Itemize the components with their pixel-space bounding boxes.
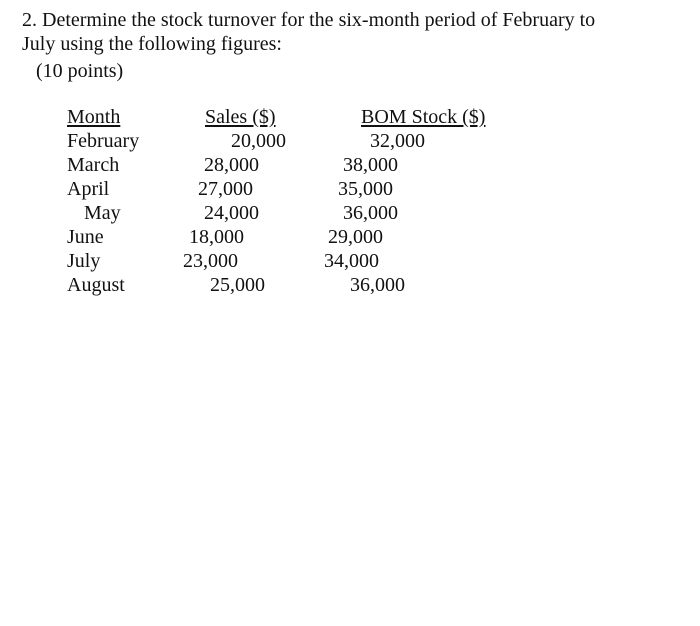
sales-cell: 28,000 — [204, 154, 259, 176]
question-line-2: July using the following figures: — [22, 33, 282, 55]
month-cell: August — [67, 274, 125, 296]
month-cell: May — [84, 202, 121, 224]
bom-stock-cell: 36,000 — [343, 202, 398, 224]
bom-stock-cell: 29,000 — [328, 226, 383, 248]
month-cell: March — [67, 154, 120, 176]
question-text — [22, 8, 682, 56]
sales-cell: 27,000 — [198, 178, 253, 200]
month-cell: February — [67, 130, 140, 152]
sales-cell: 20,000 — [231, 130, 286, 152]
month-cell: June — [67, 226, 104, 248]
sales-cell: 18,000 — [189, 226, 244, 248]
sales-cell: 23,000 — [183, 250, 238, 272]
bom-stock-cell: 36,000 — [350, 274, 405, 296]
sales-cell: 24,000 — [204, 202, 259, 224]
bom-stock-cell: 38,000 — [343, 154, 398, 176]
sales-cell: 25,000 — [210, 274, 265, 296]
bom-stock-cell: 32,000 — [370, 130, 425, 152]
sales-header: Sales ($) — [205, 106, 276, 128]
points-label: (10 points) — [36, 60, 124, 82]
month-cell: April — [67, 178, 110, 200]
month-header: Month — [67, 106, 121, 128]
question-line-1: 2. Determine the stock turnover for the six-month period of February to — [22, 9, 596, 31]
bom-stock-header: BOM Stock ($) — [361, 106, 486, 128]
bom-stock-cell: 34,000 — [324, 250, 379, 272]
month-cell: July — [67, 250, 101, 272]
bom-stock-cell: 35,000 — [338, 178, 393, 200]
